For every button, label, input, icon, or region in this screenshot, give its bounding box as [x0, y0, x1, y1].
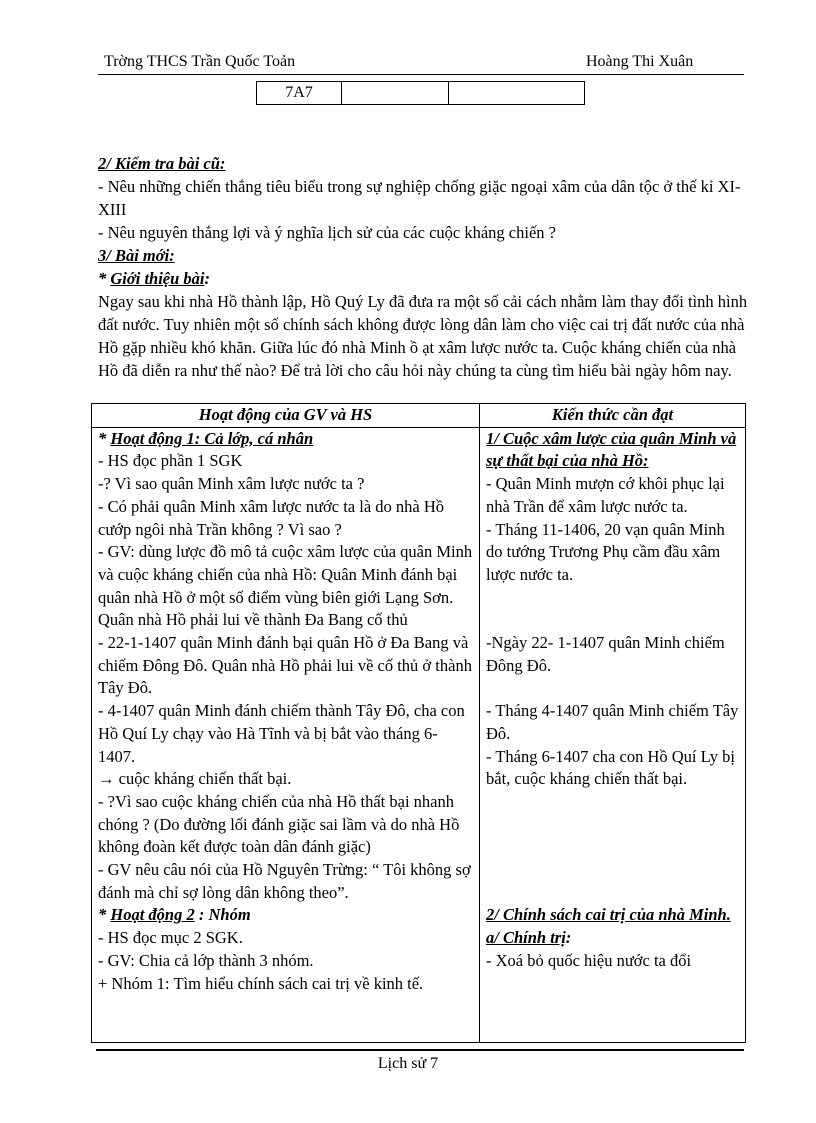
activity-line: - ?Vì sao cuộc kháng chiến của nhà Hồ thất bại nhanh chóng ? (Do đường lối đánh giặc sai lầm và do nhà Hồ không đoàn kết được toàn dân đánh giặc) — [98, 791, 460, 857]
review-question-2: - Nêu nguyên thắng lợi và ý nghĩa lịch sử của các cuộc kháng chiến ? — [98, 223, 556, 242]
knowledge-column-header: Kiến thức cần đạt — [480, 404, 746, 428]
activity2-type: Nhóm — [208, 905, 251, 925]
intro-title-colon: : — [204, 269, 210, 288]
knowledge-line: - Tháng 6-1407 cha con Hồ Quí Ly bị bắt, cuộc kháng chiến thất bại. — [486, 746, 735, 789]
class-table — [256, 81, 585, 105]
intro-title: Giới thiệu bài — [110, 269, 205, 288]
class-cell: 7A7 — [257, 82, 342, 105]
activity-line: - HS đọc mục 2 SGK. — [98, 928, 243, 948]
intro-bullet: * — [98, 269, 111, 288]
intro-paragraph: Ngay sau khi nhà Hồ thành lập, Hồ Quý Ly đã đưa ra một số cải cách nhằm làm thay đổi tình hình đất nước. Tuy nhiên một số chính sách không được lòng dân làm cho việc cai trị đất nước của nhà Hồ gặp nhiều khó khăn. Giữa lúc đó nhà Minh ồ ạt xâm lược nước ta. Cuộc kháng chiến của nhà Hồ đã diễn ra như thế nào? Để trả lời cho câu hỏi này chúng ta cùng tìm hiểu bài ngày hôm nay. — [98, 292, 748, 380]
activity-line: + Nhóm 1: Tìm hiểu chính sách cai trị về kinh tế. — [98, 973, 424, 993]
activity-line: -? Vì sao quân Minh xâm lược nước ta ? — [98, 474, 365, 494]
knowledge-line: - Tháng 4-1407 quân Minh chiếm Tây Đô. — [486, 701, 739, 743]
activity-line: - 22-1-1407 quân Minh đánh bại quân Hồ ở Đa Bang và chiếm Đông Đô. Quân nhà Hồ phải lui về cố thủ ở thành Tây Đô. — [98, 633, 472, 698]
activity-line: - Có phải quân Minh xâm lược nước ta là do nhà Hồ cướp ngôi nhà Trần không ? Vì sao ? — [98, 496, 445, 539]
knowledge1-title: 1/ Cuộc xâm lược của quân Minh và sự thất bại của nhà Hồ: — [486, 428, 737, 471]
knowledge-line: - Quân Minh mượn cớ khôi phục lại nhà Trần để xâm lược nước ta. — [486, 474, 725, 516]
section2-title: 2/ Kiểm tra bài cũ: — [98, 154, 226, 173]
knowledge-line: - Tháng 11-1406, 20 vạn quân Minh do tướng Trương Phụ cầm đầu xâm lược nước ta. — [486, 519, 725, 584]
lesson-table — [91, 403, 746, 1043]
activity-line: - 4-1407 quân Minh đánh chiếm thành Tây Đô, cha con Hồ Quí Ly chạy vào Hà Tĩnh và bị bắt vào tháng 6-1407. — [98, 701, 465, 766]
activity1-bullet: * — [98, 428, 111, 448]
knowledge2-title: 2/ Chính sách cai trị của nhà Minh. — [486, 905, 731, 925]
knowledge-cell — [480, 427, 746, 1042]
knowledge-line: - Xoá bỏ quốc hiệu nước ta đổi — [486, 950, 692, 970]
page-header — [98, 52, 744, 75]
activity1-title: Hoạt động 1: Cả lớp, cá nhân — [110, 428, 314, 448]
page-footer: Lịch sử 7 — [377, 1055, 439, 1072]
class-cell-empty-1 — [342, 82, 449, 105]
activity2-title: Hoạt động 2 — [110, 905, 195, 925]
activity-line: → cuộc kháng chiến thất bại. — [98, 769, 292, 789]
knowledge-line: -Ngày 22- 1-1407 quân Minh chiếm Đông Đô. — [486, 633, 725, 675]
activity-line: - GV nêu câu nói của Hồ Nguyên Trừng: “ Tôi không sợ đánh mà chỉ sợ lòng dân không theo”. — [98, 860, 471, 902]
teacher-name: Hoàng Thi Xuân — [586, 53, 694, 70]
activity-line: - GV: dùng lược đồ mô tả cuộc xâm lược của quân Minh và cuộc kháng chiến của nhà Hồ: Quân Minh đánh bại quân nhà Hồ ở một số điểm vùng biên giới Lạng Sơn. Quân nhà Hồ phải lui về thành Đa Bang cố thủ — [98, 542, 473, 630]
activity-cell — [92, 427, 480, 1042]
review-question-1: - Nêu những chiến thắng tiêu biểu trong sự nghiệp chống giặc ngoại xâm của dân tộc ở thế kỉ XI-XIII — [98, 177, 741, 219]
section3-title: 3/ Bài mới: — [98, 246, 175, 265]
school-name: Trờng THCS Trần Quốc Toản — [104, 53, 296, 70]
footer-rule — [96, 1049, 744, 1051]
activity-line: - GV: Chia cả lớp thành 3 nhóm. — [98, 950, 314, 970]
knowledge2a-colon: : — [565, 928, 572, 948]
knowledge2a-title: a/ Chính trị — [486, 928, 566, 948]
activity-column-header: Hoạt động của GV và HS — [92, 404, 480, 428]
activity2-bullet: * — [98, 905, 111, 925]
intro-section — [98, 152, 748, 382]
class-cell-empty-2 — [449, 82, 585, 105]
activity2-separator: : — [194, 905, 209, 925]
activity-line: - HS đọc phần 1 SGK — [98, 451, 243, 471]
